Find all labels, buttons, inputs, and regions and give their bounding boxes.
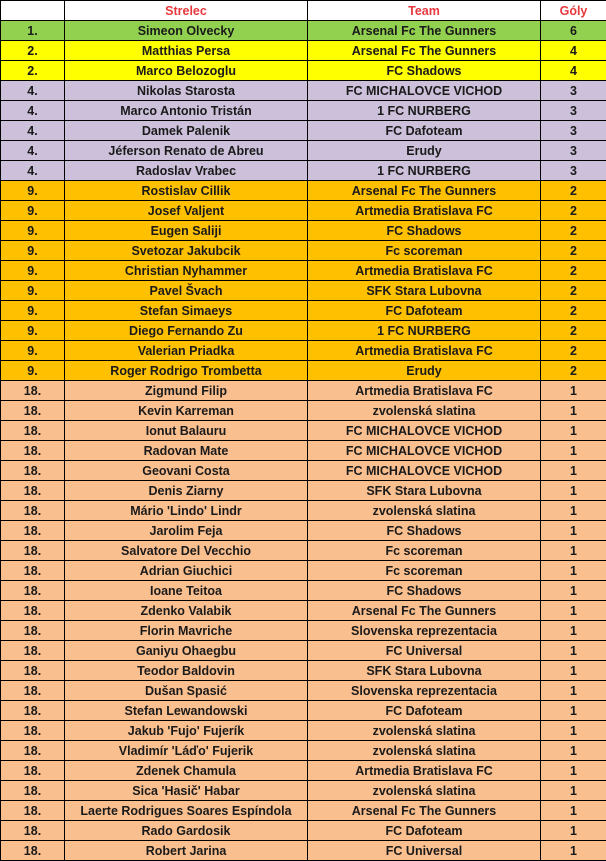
- cell-goals: 3: [541, 141, 606, 161]
- cell-goals: 2: [541, 341, 606, 361]
- cell-rank: 9.: [1, 361, 65, 381]
- cell-rank: 18.: [1, 481, 65, 501]
- table-row: [1, 261, 606, 281]
- header-goals: Góly: [541, 1, 606, 21]
- cell-goals: 2: [541, 321, 606, 341]
- table-header: [1, 1, 606, 21]
- header-rank: [1, 1, 65, 21]
- cell-scorer: Diego Fernando Zu: [65, 321, 308, 341]
- cell-rank: 18.: [1, 701, 65, 721]
- cell-team: 1 FC NURBERG: [308, 161, 541, 181]
- cell-scorer: Zdenko Valabik: [65, 601, 308, 621]
- table-row: [1, 141, 606, 161]
- cell-rank: 9.: [1, 181, 65, 201]
- table-row: [1, 581, 606, 601]
- cell-team: FC Shadows: [308, 61, 541, 81]
- table-row: [1, 521, 606, 541]
- cell-rank: 18.: [1, 741, 65, 761]
- cell-team: Erudy: [308, 141, 541, 161]
- cell-team: zvolenská slatina: [308, 781, 541, 801]
- cell-goals: 3: [541, 121, 606, 141]
- cell-goals: 1: [541, 541, 606, 561]
- cell-scorer: Josef Valjent: [65, 201, 308, 221]
- cell-rank: 18.: [1, 601, 65, 621]
- cell-team: FC MICHALOVCE VICHOD: [308, 421, 541, 441]
- cell-goals: 1: [541, 601, 606, 621]
- cell-team: FC Dafoteam: [308, 701, 541, 721]
- table-row: [1, 401, 606, 421]
- cell-rank: 18.: [1, 681, 65, 701]
- cell-scorer: Radoslav Vrabec: [65, 161, 308, 181]
- cell-goals: 1: [541, 481, 606, 501]
- cell-scorer: Christian Nyhammer: [65, 261, 308, 281]
- cell-team: zvolenská slatina: [308, 501, 541, 521]
- cell-scorer: Jarolim Feja: [65, 521, 308, 541]
- cell-team: Arsenal Fc The Gunners: [308, 21, 541, 41]
- cell-team: SFK Stara Lubovna: [308, 661, 541, 681]
- cell-scorer: Robert Jarina: [65, 841, 308, 861]
- cell-scorer: Radovan Mate: [65, 441, 308, 461]
- cell-rank: 18.: [1, 621, 65, 641]
- cell-scorer: Zigmund Filip: [65, 381, 308, 401]
- cell-goals: 3: [541, 161, 606, 181]
- cell-goals: 1: [541, 681, 606, 701]
- cell-team: FC Shadows: [308, 521, 541, 541]
- table-row: [1, 821, 606, 841]
- cell-goals: 4: [541, 41, 606, 61]
- cell-rank: 9.: [1, 281, 65, 301]
- cell-scorer: Pavel Švach: [65, 281, 308, 301]
- cell-rank: 9.: [1, 241, 65, 261]
- cell-scorer: Adrian Giuchici: [65, 561, 308, 581]
- cell-rank: 9.: [1, 201, 65, 221]
- cell-scorer: Ioane Teitoa: [65, 581, 308, 601]
- header-scorer: Strelec: [65, 1, 308, 21]
- cell-rank: 18.: [1, 781, 65, 801]
- table-row: [1, 241, 606, 261]
- cell-rank: 18.: [1, 801, 65, 821]
- cell-scorer: Salvatore Del Vecchio: [65, 541, 308, 561]
- cell-rank: 4.: [1, 161, 65, 181]
- cell-goals: 1: [541, 621, 606, 641]
- cell-rank: 18.: [1, 841, 65, 861]
- cell-team: Artmedia Bratislava FC: [308, 381, 541, 401]
- cell-scorer: Marco Antonio Tristán: [65, 101, 308, 121]
- cell-goals: 2: [541, 241, 606, 261]
- table-row: [1, 641, 606, 661]
- cell-goals: 2: [541, 301, 606, 321]
- cell-goals: 1: [541, 781, 606, 801]
- cell-scorer: Teodor Baldovin: [65, 661, 308, 681]
- table-row: [1, 121, 606, 141]
- table-row: [1, 621, 606, 641]
- cell-scorer: Rado Gardosik: [65, 821, 308, 841]
- cell-rank: 18.: [1, 521, 65, 541]
- table-row: [1, 721, 606, 741]
- cell-scorer: Ionut Balauru: [65, 421, 308, 441]
- table-row: [1, 561, 606, 581]
- cell-scorer: Svetozar Jakubcik: [65, 241, 308, 261]
- cell-team: Arsenal Fc The Gunners: [308, 601, 541, 621]
- cell-goals: 1: [541, 801, 606, 821]
- cell-scorer: Jakub 'Fujo' Fujerík: [65, 721, 308, 741]
- cell-rank: 18.: [1, 661, 65, 681]
- table-row: [1, 701, 606, 721]
- cell-team: SFK Stara Lubovna: [308, 281, 541, 301]
- cell-goals: 1: [541, 401, 606, 421]
- table-row: [1, 41, 606, 61]
- cell-rank: 18.: [1, 461, 65, 481]
- cell-rank: 18.: [1, 821, 65, 841]
- cell-goals: 2: [541, 261, 606, 281]
- table-row: [1, 101, 606, 121]
- cell-team: Artmedia Bratislava FC: [308, 761, 541, 781]
- cell-scorer: Jéferson Renato de Abreu: [65, 141, 308, 161]
- cell-scorer: Vladimír 'Láďo' Fujerik: [65, 741, 308, 761]
- cell-team: Artmedia Bratislava FC: [308, 261, 541, 281]
- table-row: [1, 541, 606, 561]
- cell-rank: 9.: [1, 221, 65, 241]
- table-row: [1, 221, 606, 241]
- cell-goals: 1: [541, 841, 606, 861]
- cell-goals: 1: [541, 421, 606, 441]
- cell-goals: 6: [541, 21, 606, 41]
- table-row: [1, 21, 606, 41]
- cell-team: FC MICHALOVCE VICHOD: [308, 441, 541, 461]
- table-row: [1, 801, 606, 821]
- table-body: [1, 21, 606, 861]
- cell-team: Slovenska reprezentacia: [308, 681, 541, 701]
- cell-rank: 2.: [1, 61, 65, 81]
- cell-rank: 9.: [1, 261, 65, 281]
- cell-scorer: Valerian Priadka: [65, 341, 308, 361]
- cell-scorer: Zdenek Chamula: [65, 761, 308, 781]
- table-row: [1, 421, 606, 441]
- cell-rank: 18.: [1, 541, 65, 561]
- cell-team: 1 FC NURBERG: [308, 101, 541, 121]
- table-row: [1, 741, 606, 761]
- table-row: [1, 201, 606, 221]
- cell-scorer: Roger Rodrigo Trombetta: [65, 361, 308, 381]
- header-row: [1, 1, 606, 21]
- table-row: [1, 81, 606, 101]
- cell-scorer: Kevin Karreman: [65, 401, 308, 421]
- cell-scorer: Stefan Simaeys: [65, 301, 308, 321]
- cell-team: zvolenská slatina: [308, 721, 541, 741]
- cell-goals: 1: [541, 381, 606, 401]
- cell-scorer: Florin Mavriche: [65, 621, 308, 641]
- table-row: [1, 661, 606, 681]
- cell-rank: 18.: [1, 441, 65, 461]
- table-row: [1, 301, 606, 321]
- cell-team: Arsenal Fc The Gunners: [308, 801, 541, 821]
- cell-rank: 18.: [1, 561, 65, 581]
- cell-team: FC Dafoteam: [308, 121, 541, 141]
- cell-goals: 1: [541, 461, 606, 481]
- cell-rank: 18.: [1, 421, 65, 441]
- cell-team: FC MICHALOVCE VICHOD: [308, 461, 541, 481]
- cell-goals: 2: [541, 361, 606, 381]
- table-row: [1, 681, 606, 701]
- cell-scorer: Ganiyu Ohaegbu: [65, 641, 308, 661]
- cell-goals: 1: [541, 441, 606, 461]
- cell-rank: 9.: [1, 341, 65, 361]
- cell-scorer: Simeon Olvecky: [65, 21, 308, 41]
- cell-goals: 1: [541, 721, 606, 741]
- cell-rank: 4.: [1, 101, 65, 121]
- cell-team: Arsenal Fc The Gunners: [308, 181, 541, 201]
- cell-scorer: Nikolas Starosta: [65, 81, 308, 101]
- cell-goals: 2: [541, 181, 606, 201]
- cell-goals: 1: [541, 661, 606, 681]
- table-row: [1, 781, 606, 801]
- table-row: [1, 461, 606, 481]
- cell-goals: 4: [541, 61, 606, 81]
- table-row: [1, 61, 606, 81]
- cell-team: Fc scoreman: [308, 541, 541, 561]
- cell-rank: 2.: [1, 41, 65, 61]
- cell-scorer: Matthias Persa: [65, 41, 308, 61]
- cell-rank: 18.: [1, 721, 65, 741]
- cell-team: Artmedia Bratislava FC: [308, 201, 541, 221]
- table-row: [1, 381, 606, 401]
- cell-goals: 3: [541, 81, 606, 101]
- cell-goals: 2: [541, 201, 606, 221]
- cell-goals: 1: [541, 741, 606, 761]
- cell-team: zvolenská slatina: [308, 401, 541, 421]
- cell-team: SFK Stara Lubovna: [308, 481, 541, 501]
- table-row: [1, 441, 606, 461]
- table-row: [1, 841, 606, 861]
- table-row: [1, 161, 606, 181]
- cell-team: Slovenska reprezentacia: [308, 621, 541, 641]
- cell-scorer: Sica 'Hasič' Habar: [65, 781, 308, 801]
- cell-team: FC Universal: [308, 841, 541, 861]
- cell-team: Erudy: [308, 361, 541, 381]
- cell-scorer: Denis Ziarny: [65, 481, 308, 501]
- cell-goals: 1: [541, 581, 606, 601]
- header-team: Team: [308, 1, 541, 21]
- cell-scorer: Rostislav Cillik: [65, 181, 308, 201]
- cell-team: FC Universal: [308, 641, 541, 661]
- cell-team: Fc scoreman: [308, 561, 541, 581]
- cell-team: 1 FC NURBERG: [308, 321, 541, 341]
- cell-scorer: Dušan Spasić: [65, 681, 308, 701]
- table-row: [1, 321, 606, 341]
- table-row: [1, 501, 606, 521]
- table-row: [1, 281, 606, 301]
- cell-rank: 9.: [1, 321, 65, 341]
- table-row: [1, 181, 606, 201]
- cell-rank: 18.: [1, 641, 65, 661]
- cell-goals: 1: [541, 761, 606, 781]
- cell-scorer: Marco Belozoglu: [65, 61, 308, 81]
- cell-team: FC Shadows: [308, 221, 541, 241]
- cell-goals: 1: [541, 521, 606, 541]
- cell-scorer: Mário 'Lindo' Lindr: [65, 501, 308, 521]
- cell-rank: 18.: [1, 381, 65, 401]
- cell-team: FC Dafoteam: [308, 821, 541, 841]
- table-row: [1, 601, 606, 621]
- cell-rank: 4.: [1, 81, 65, 101]
- cell-scorer: Damek Palenik: [65, 121, 308, 141]
- cell-rank: 18.: [1, 501, 65, 521]
- cell-rank: 18.: [1, 761, 65, 781]
- cell-scorer: Geovani Costa: [65, 461, 308, 481]
- cell-goals: 1: [541, 561, 606, 581]
- cell-team: Artmedia Bratislava FC: [308, 341, 541, 361]
- cell-team: FC Shadows: [308, 581, 541, 601]
- table-row: [1, 481, 606, 501]
- cell-rank: 4.: [1, 121, 65, 141]
- table-row: [1, 341, 606, 361]
- cell-goals: 1: [541, 501, 606, 521]
- cell-rank: 1.: [1, 21, 65, 41]
- cell-scorer: Eugen Saliji: [65, 221, 308, 241]
- cell-goals: 1: [541, 641, 606, 661]
- cell-team: Arsenal Fc The Gunners: [308, 41, 541, 61]
- cell-rank: 18.: [1, 581, 65, 601]
- cell-goals: 2: [541, 281, 606, 301]
- cell-rank: 4.: [1, 141, 65, 161]
- cell-team: zvolenská slatina: [308, 741, 541, 761]
- cell-scorer: Laerte Rodrigues Soares Espíndola: [65, 801, 308, 821]
- table-row: [1, 361, 606, 381]
- cell-team: FC Dafoteam: [308, 301, 541, 321]
- cell-team: FC MICHALOVCE VICHOD: [308, 81, 541, 101]
- cell-rank: 9.: [1, 301, 65, 321]
- cell-goals: 1: [541, 701, 606, 721]
- table-row: [1, 761, 606, 781]
- cell-rank: 18.: [1, 401, 65, 421]
- cell-team: Fc scoreman: [308, 241, 541, 261]
- cell-goals: 2: [541, 221, 606, 241]
- cell-scorer: Stefan Lewandowski: [65, 701, 308, 721]
- cell-goals: 1: [541, 821, 606, 841]
- cell-goals: 3: [541, 101, 606, 121]
